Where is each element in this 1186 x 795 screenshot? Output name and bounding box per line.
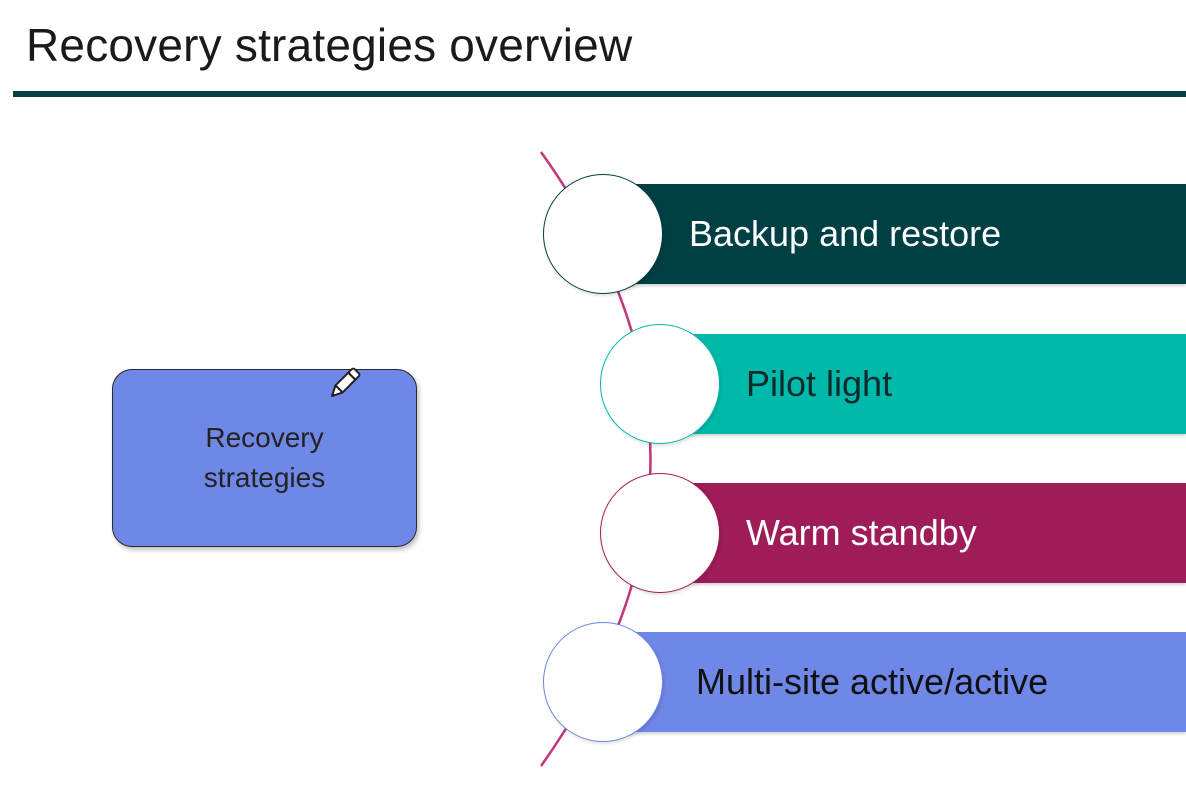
- strategy-bar-multi-site: [606, 632, 1186, 732]
- slide-title: Recovery strategies overview: [26, 19, 633, 71]
- strategy-label-pilot-light: Pilot light: [746, 363, 893, 404]
- strategy-bar-warm-standby: [662, 483, 1186, 583]
- strategy-label-multi-site: Multi-site active/active: [696, 661, 1049, 702]
- pencil-icon[interactable]: [324, 364, 364, 404]
- strategy-bullet-backup-restore: [543, 174, 663, 294]
- root-node-label: Recovery strategies: [203, 422, 326, 493]
- root-node[interactable]: [112, 369, 417, 547]
- strategy-label-warm-standby: Warm standby: [746, 512, 977, 553]
- strategy-label-backup-restore: Backup and restore: [689, 213, 1002, 254]
- strategy-bullet-warm-standby: [600, 473, 720, 593]
- strategy-bullet-multi-site: [543, 622, 663, 742]
- strategy-bullet-pilot-light: [600, 324, 720, 444]
- strategy-bar-pilot-light: [662, 334, 1186, 434]
- strategy-bar-backup-restore: [606, 184, 1186, 284]
